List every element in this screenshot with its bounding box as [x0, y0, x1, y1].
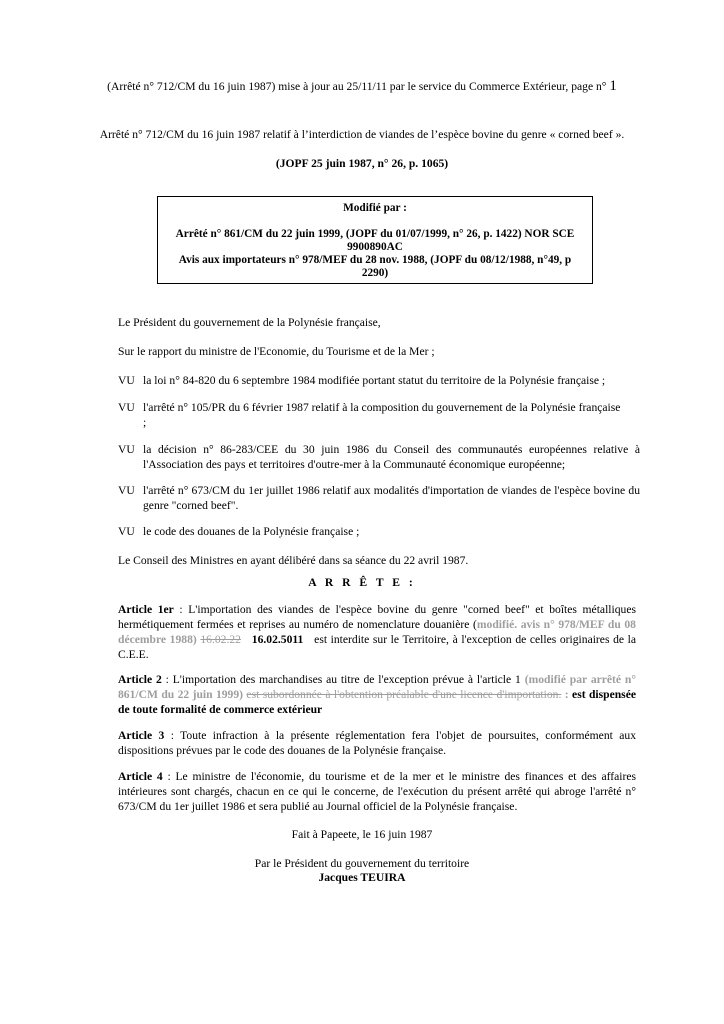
vu-label: VU	[118, 443, 135, 456]
vu-item	[118, 442, 640, 472]
article-1-modification-note: modifié. avis n° 978/MEF du 08 décembre 1988)	[118, 618, 636, 646]
arrete-heading: A R R Ê T E :	[308, 576, 416, 589]
vu-item	[118, 524, 640, 539]
signatory-name: Jacques TEUIRA	[318, 871, 406, 884]
modifie-line-2: 9900890AC	[347, 241, 403, 253]
vu-text: l'arrêté n° 673/CM du 1er juillet 1986 relatif aux modalités d'importation de viandes de l'espèce bovine du genre "corned beef".	[143, 484, 640, 512]
vu-text-line: l'arrêté n° 105/PR du 6 février 1987 relatif à la composition du gouvernement de la Polynésie française	[143, 401, 621, 414]
vu-text-line: ;	[143, 416, 147, 429]
jopf-reference: (JOPF 25 juin 1987, n° 26, p. 1065)	[275, 157, 449, 170]
vu-label: VU	[118, 374, 135, 387]
conseil-line: Le Conseil des Ministres en ayant délibéré dans sa séance du 22 avril 1987.	[118, 554, 469, 567]
article-2-repealed-text: est subordonnée à l'obtention préalable d'une licence d'importation.	[246, 688, 562, 701]
president-line: Le Président du gouvernement de la Polynésie française,	[118, 316, 381, 329]
vu-text	[143, 400, 640, 430]
article-2-modification-note: (modifié par arrêté n° 861/CM du 22 juin 1999)	[118, 673, 637, 701]
article-2	[118, 672, 636, 717]
article-2-label: Article 2	[118, 673, 162, 686]
modifie-line-1: Arrêté n° 861/CM du 22 juin 1999, (JOPF du 01/07/1999, n° 26, p. 1422) NOR SCE	[175, 228, 575, 240]
vu-text: la loi n° 84-820 du 6 septembre 1984 modifiée portant statut du territoire de la Polynésie française ;	[143, 374, 606, 387]
modifie-line-4: 2290)	[361, 267, 389, 279]
document-title: Arrêté n° 712/CM du 16 juin 1987 relatif à l’interdiction de viandes de l’espèce bovine du genre « corned beef ».	[99, 128, 625, 141]
vu-text: le code des douanes de la Polynésie française ;	[143, 525, 360, 538]
rapport-line: Sur le rapport du ministre de l'Economie, du Tourisme et de la Mer ;	[118, 345, 435, 358]
vu-item	[118, 400, 640, 430]
modifie-par-box	[157, 196, 593, 284]
article-2-new-text: est dispensée de toute formalité de commerce extérieur	[118, 688, 636, 716]
article-1-label: Article 1er	[118, 603, 174, 616]
header-text: (Arrêté n° 712/CM du 16 juin 1987) mise à jour au 25/11/11 par le service du Commerce Extérieur, page n°	[107, 80, 607, 93]
vu-label: VU	[118, 484, 135, 497]
article-1-text: : L'importation des viandes de l'espèce bovine du genre "corned beef" et boîtes métalliques hermétiquement fermées et reprises au numéro de nomenclature douanière (	[118, 603, 636, 631]
article-3-text: : Toute infraction à la présente réglementation fera l'objet de poursuites, conformément aux dispositions prévues par le code des douanes de la Polynésie française.	[118, 729, 637, 757]
article-1-old-code: 16.02.22	[200, 633, 241, 646]
vu-item	[118, 483, 640, 513]
modifie-par-heading: Modifié par :	[343, 202, 407, 214]
article-4-text: : Le ministre de l'économie, du tourisme et de la mer et le ministre des finances et des affaires intérieures sont chargés, chacun en ce qui le concerne, de l'exécution du présent arrêté qui abroge l'arrêté n° 673/CM du 1er juillet 1986 et sera publié au Journal officiel de la Polynésie française.	[118, 770, 637, 813]
page-header	[60, 78, 664, 95]
article-4	[118, 769, 636, 814]
vu-label: VU	[118, 401, 135, 414]
modifie-line-3: Avis aux importateurs n° 978/MEF du 28 nov. 1988, (JOPF du 08/12/1988, n°49, p	[178, 254, 572, 266]
signatory-line: Par le Président du gouvernement du territoire	[254, 857, 470, 870]
vu-text: la décision n° 86-283/CEE du 30 juin 1986 du Conseil des communautés européennes relative à l'Association des pays et territoires d'outre-mer à la Communauté économique européenne;	[143, 443, 640, 471]
article-3	[118, 728, 636, 758]
page-number: 1	[609, 78, 617, 94]
article-4-label: Article 4	[118, 770, 163, 783]
article-2-text: : L'importation des marchandises au titre de l'exception prévue à l'article 1	[161, 673, 525, 686]
fait-a-papeete: Fait à Papeete, le 16 juin 1987	[291, 828, 433, 841]
vu-label: VU	[118, 525, 135, 538]
vu-item	[118, 373, 640, 388]
article-2-colon: :	[564, 688, 569, 701]
article-1	[118, 602, 636, 662]
article-1-new-code: 16.02.5011	[251, 633, 304, 646]
article-1-text-end: est interdite sur le Territoire, à l'exception de celles originaires de la C.E.E.	[118, 633, 636, 661]
article-3-label: Article 3	[118, 729, 165, 742]
